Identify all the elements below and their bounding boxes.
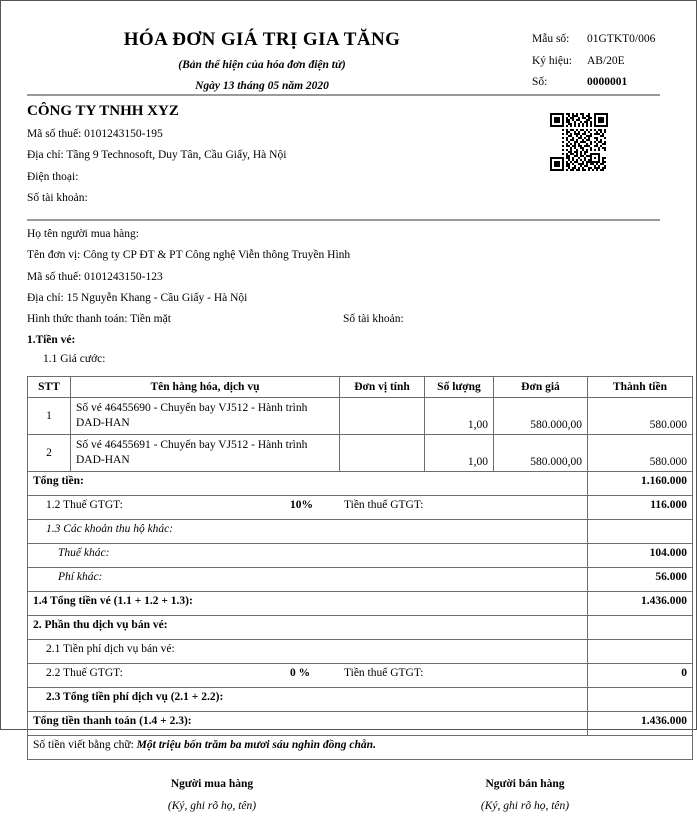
summary-value: 1.436.000	[588, 712, 693, 736]
signature-buyer	[112, 778, 312, 812]
buyer-tax-code: Mã số thuế: 0101243150-123	[27, 270, 163, 283]
table-header-row	[28, 377, 693, 398]
buyer-payment-method: Hình thức thanh toán: Tiền mặt	[27, 313, 171, 325]
cell-qty: 1,00	[425, 435, 494, 472]
cell-unit	[340, 435, 425, 472]
meta-row-serial	[532, 55, 655, 68]
document-subtitle: (Bản thể hiện của hóa đơn điện tử)	[178, 59, 346, 71]
summary-label: 2.2 Thuế GTGT:	[46, 667, 123, 680]
cell-unit	[340, 398, 425, 435]
title-block	[27, 1, 497, 92]
service-vat-amount-label: Tiền thuế GTGT:	[344, 667, 424, 680]
seller-bank-account: Số tài khoản:	[27, 191, 88, 204]
summary-label: 1.4 Tổng tiền vé (1.1 + 1.2 + 1.3):	[28, 592, 588, 616]
summary-label: 2.1 Tiền phí dịch vụ bán vé:	[28, 640, 588, 664]
signature-block	[27, 778, 660, 828]
signature-buyer-note: (Ký, ghi rõ họ, tên)	[167, 800, 257, 813]
table-row	[28, 435, 693, 472]
cell-price: 580.000,00	[494, 435, 588, 472]
serial-label: Ký hiệu:	[532, 54, 572, 67]
summary-label: Tổng tiền thanh toán (1.4 + 2.3):	[28, 712, 588, 736]
col-header-qty: Số lượng	[425, 377, 494, 398]
section-fare-subheading: 1.1 Giá cước:	[43, 353, 106, 366]
cell-amount: 580.000	[588, 435, 693, 472]
amount-in-words-label: Số tiền viết bằng chữ:	[33, 739, 134, 752]
signature-seller-title: Người bán hàng	[485, 778, 565, 791]
invoice-header	[27, 1, 660, 94]
summary-label: 2. Phần thu dịch vụ bán vé:	[28, 616, 588, 640]
summary-row-other-fee	[28, 568, 693, 592]
summary-value: 1.436.000	[588, 592, 693, 616]
summary-row-service-total	[28, 688, 693, 712]
summary-label: Tổng tiền:	[28, 472, 588, 496]
summary-label: 2.3 Tổng tiền phí dịch vụ (2.1 + 2.2):	[28, 688, 588, 712]
qr-code	[550, 113, 608, 171]
seller-company-name: CÔNG TY TNHH XYZ	[27, 103, 179, 119]
col-header-price: Đơn giá	[494, 377, 588, 398]
form-value: 01GTKT0/006	[587, 33, 656, 45]
summary-value: 1.160.000	[588, 472, 693, 496]
cell-price: 580.000,00	[494, 398, 588, 435]
col-header-stt: STT	[28, 377, 71, 398]
summary-value	[588, 616, 693, 640]
vat-amount-label: Tiền thuế GTGT:	[344, 499, 424, 512]
service-vat-rate: 0 %	[290, 667, 311, 680]
seller-address: Địa chỉ: Tầng 9 Technosoft, Duy Tân, Cầu Giấy, Hà Nội	[27, 149, 287, 162]
seller-phone: Điện thoại:	[27, 170, 79, 183]
buyer-address: Địa chỉ: 15 Nguyễn Khang - Cầu Giấy - Hà Nội	[27, 291, 248, 304]
invoice-table	[27, 376, 693, 760]
summary-label: Thuế khác:	[28, 544, 588, 568]
col-header-unit: Đơn vị tính	[340, 377, 425, 398]
page-title: HÓA ĐƠN GIÁ TRỊ GIA TĂNG	[123, 29, 401, 50]
summary-value: 56.000	[588, 568, 693, 592]
serial-value: AB/20E	[587, 54, 625, 67]
summary-row-fare-total	[28, 592, 693, 616]
signature-seller	[425, 778, 625, 812]
invoice-body	[27, 1, 687, 828]
signature-buyer-title: Người mua hàng	[170, 778, 254, 791]
summary-value	[588, 640, 693, 664]
summary-row-service-fee	[28, 640, 693, 664]
summary-value	[588, 688, 693, 712]
seller-block	[27, 96, 660, 219]
summary-row-other-collections	[28, 520, 693, 544]
summary-label: 1.2 Thuế GTGT:	[46, 499, 123, 512]
document-date: Ngày 13 tháng 05 năm 2020	[195, 80, 329, 92]
cell-qty: 1,00	[425, 398, 494, 435]
summary-row-other-tax	[28, 544, 693, 568]
summary-value: 0	[588, 664, 693, 688]
meta-row-form	[532, 33, 655, 46]
section-fare-heading: 1.Tiền vé:	[27, 334, 76, 347]
summary-value: 116.000	[588, 496, 693, 520]
summary-row-vat	[28, 496, 693, 520]
amount-in-words-value: Một triệu bốn trăm ba mươi sáu nghìn đồng chẵn.	[136, 739, 376, 752]
buyer-company-name: Tên đơn vị: Công ty CP ĐT & PT Công nghệ Viễn thông Truyền Hình	[27, 249, 351, 262]
summary-label: Phí khác:	[28, 568, 588, 592]
summary-value: 104.000	[588, 544, 693, 568]
number-value: 0000001	[587, 76, 628, 89]
summary-row-total	[28, 472, 693, 496]
cell-name: Số vé 46455691 - Chuyến bay VJ512 - Hành trình DAD-HAN	[71, 435, 340, 472]
seller-tax-code: Mã số thuế: 0101243150-195	[27, 128, 163, 141]
summary-row-service-heading	[28, 616, 693, 640]
meta-row-number	[532, 76, 655, 89]
buyer-block	[27, 221, 660, 376]
table-row	[28, 398, 693, 435]
cell-name: Số vé 46455690 - Chuyến bay VJ512 - Hành trình DAD-HAN	[71, 398, 340, 435]
number-label: Số:	[532, 76, 548, 89]
summary-label: 1.3 Các khoản thu hộ khác:	[28, 520, 588, 544]
form-label: Mẫu số:	[532, 33, 570, 45]
signature-seller-note: (Ký, ghi rõ họ, tên)	[480, 800, 570, 813]
cell-amount: 580.000	[588, 398, 693, 435]
summary-value	[588, 520, 693, 544]
invoice-meta	[532, 33, 655, 98]
amount-in-words-row	[28, 736, 693, 760]
buyer-bank-account: Số tài khoản:	[343, 313, 404, 325]
summary-row-grand-total	[28, 712, 693, 736]
buyer-contact-name: Họ tên người mua hàng:	[27, 228, 139, 241]
vat-rate: 10%	[290, 499, 313, 512]
summary-row-service-vat	[28, 664, 693, 688]
col-header-amount: Thành tiền	[588, 377, 693, 398]
cell-stt: 1	[28, 398, 71, 435]
buyer-payment-row	[27, 313, 660, 326]
cell-stt: 2	[28, 435, 71, 472]
col-header-name: Tên hàng hóa, dịch vụ	[71, 377, 340, 398]
